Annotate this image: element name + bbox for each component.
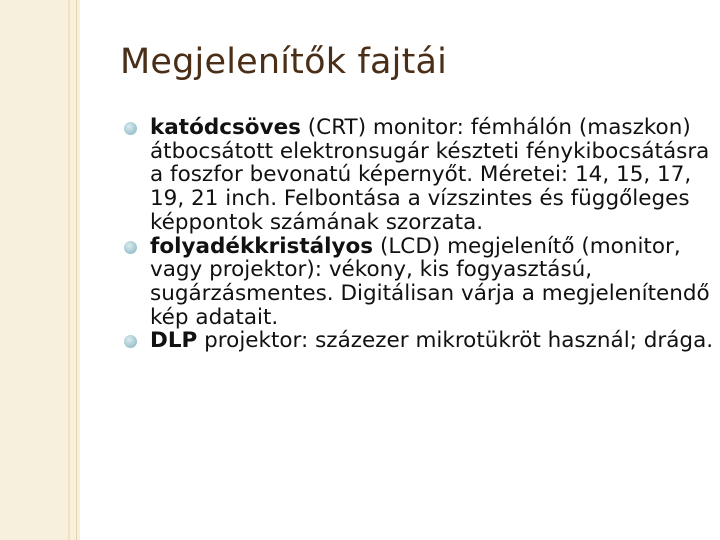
bullet-dot-icon bbox=[124, 122, 137, 135]
bullet-list bbox=[124, 116, 714, 353]
bullet-term: DLP bbox=[150, 328, 198, 354]
slide-title: Megjelenítők fajtái bbox=[120, 42, 448, 82]
bullet-item-crt bbox=[124, 116, 714, 235]
bullet-text: (CRT) monitor: fémhálón (maszkon) átbocsátott elektronsugár készteti fénykibocsátásra a foszfor bevonatú képernyőt. Méretei: 14, 15, 17, 19, 21 inch. Felbontása a vízszintes és függőleges képpontok számának szorzata. bbox=[150, 115, 710, 235]
bullet-item-lcd bbox=[124, 235, 714, 330]
bullet-dot-icon bbox=[124, 241, 137, 254]
decorative-band-line bbox=[68, 0, 70, 540]
bullet-text: (LCD) megjelenítő (monitor, vagy projektor): vékony, kis fogyasztású, sugárzásmentes. Digitálisan várja a megjelenítendő kép adatait. bbox=[150, 233, 710, 330]
bullet-text: projektor: százezer mikrotükröt használ; drága. bbox=[197, 328, 714, 354]
decorative-band-line bbox=[76, 0, 77, 540]
bullet-term: folyadékkristályos bbox=[150, 233, 374, 259]
bullet-dot-icon bbox=[124, 335, 137, 348]
bullet-term: katódcsöves bbox=[150, 115, 301, 140]
bullet-item-dlp bbox=[124, 329, 714, 353]
